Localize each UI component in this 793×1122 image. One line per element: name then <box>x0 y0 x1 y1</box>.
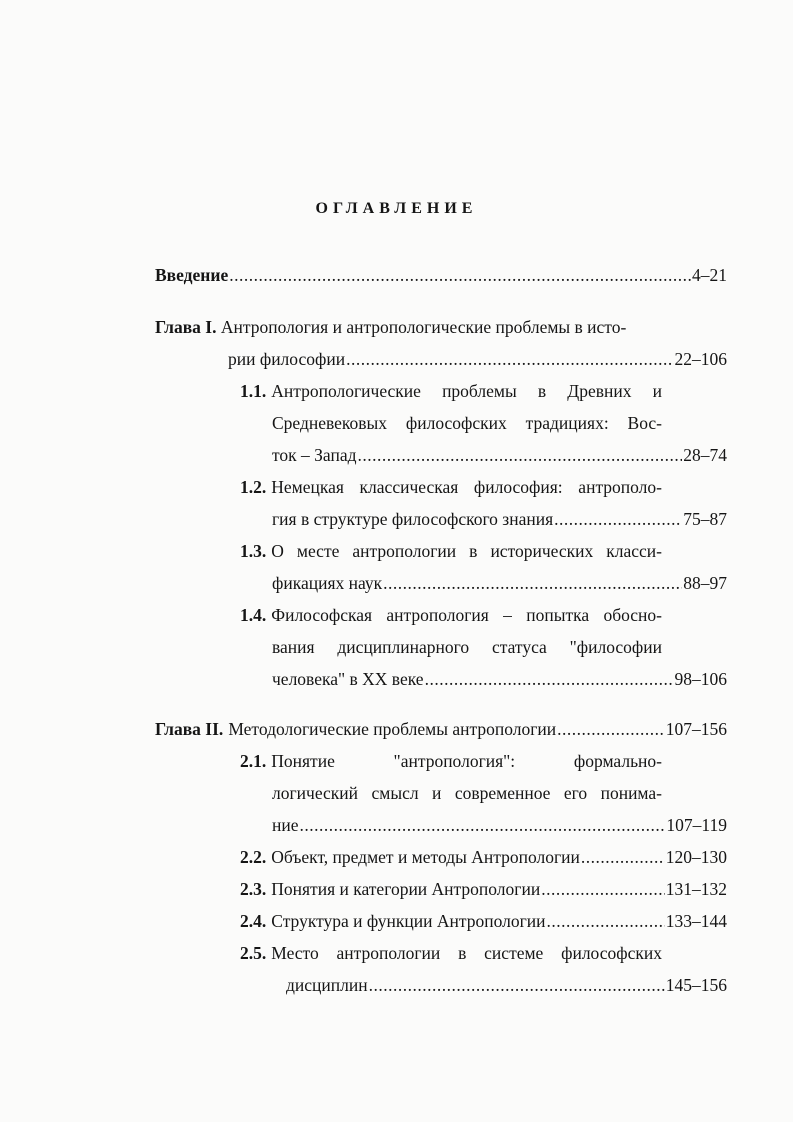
section-1-2-pages: 75–87 <box>683 509 727 529</box>
section-1-4-row3 <box>272 667 727 691</box>
section-1-2-line1: Немецкая классическая философия: антрополо- <box>271 477 662 497</box>
section-1-1-line2: Средневековых философских традициях: Вос- <box>272 413 662 433</box>
section-2-3-line1: Понятия и категории Антропологии <box>271 879 541 899</box>
dot-leader <box>547 909 665 933</box>
chapter2-pages: 107–156 <box>665 719 727 739</box>
section-1-3-row1 <box>240 539 662 563</box>
section-2-4-row <box>240 909 727 933</box>
section-number: 1.2. <box>240 477 267 497</box>
section-1-2-row1 <box>240 475 662 499</box>
section-2-5-line1: Место антропологии в системе философских <box>271 943 662 963</box>
page-title: ОГЛАВЛЕНИЕ <box>315 200 478 217</box>
chapter1-heading <box>155 315 662 339</box>
section-2-2-row <box>240 845 727 869</box>
section-2-1-line2: логический смысл и современное его понима- <box>272 783 662 803</box>
section-1-4-line1: Философская антропология – попытка обосно- <box>271 605 662 625</box>
section-1-2-line2: гия в структуре философского знания <box>272 509 554 529</box>
section-2-1-line1: Понятие "антропология": формально- <box>271 751 662 771</box>
section-number: 1.1. <box>240 381 267 401</box>
section-2-2-pages: 120–130 <box>665 847 727 867</box>
section-1-1-row1 <box>240 379 662 403</box>
chapter1-title-row2 <box>228 347 727 371</box>
dot-leader <box>229 263 691 287</box>
section-1-3-line1: О месте антропологии в исторических класси- <box>271 541 662 561</box>
section-number: 2.2. <box>240 847 267 867</box>
section-1-1-line1: Антропологические проблемы в Древних и <box>271 381 662 401</box>
section-2-5-line2: дисциплин <box>286 975 368 995</box>
section-2-4-line1: Структура и функции Антропологии <box>271 911 546 931</box>
section-number: 1.3. <box>240 541 267 561</box>
dot-leader <box>300 813 666 837</box>
intro-pages: 4–21 <box>692 265 727 285</box>
section-2-3-pages: 131–132 <box>665 879 727 899</box>
section-2-5-row2 <box>286 973 727 997</box>
dot-leader <box>369 973 665 997</box>
dot-leader <box>581 845 665 869</box>
dot-leader <box>541 877 665 901</box>
section-2-4-pages: 133–144 <box>665 911 727 931</box>
section-number: 2.3. <box>240 879 267 899</box>
toc-entry-intro <box>155 263 727 287</box>
section-2-5-row1 <box>240 941 662 965</box>
chapter2-title: Методологические проблемы антропологии <box>228 719 557 739</box>
section-number: 1.4. <box>240 605 267 625</box>
section-1-3-row2 <box>272 571 727 595</box>
section-2-1-row1 <box>240 749 662 773</box>
section-1-4-row1 <box>240 603 662 627</box>
section-number: 2.5. <box>240 943 267 963</box>
section-1-3-pages: 88–97 <box>683 573 727 593</box>
intro-label: Введение <box>155 265 229 285</box>
dot-leader <box>557 717 665 741</box>
section-1-2-row2 <box>272 507 727 531</box>
chapter2-label: Глава II. <box>155 719 224 739</box>
section-2-1-row3 <box>272 813 727 837</box>
dot-leader <box>425 667 674 691</box>
section-1-3-line2: фикациях наук <box>272 573 383 593</box>
dot-leader <box>554 507 682 531</box>
section-1-1-row3 <box>272 443 727 467</box>
dot-leader <box>358 443 683 467</box>
section-2-1-line3: ние <box>272 815 299 835</box>
section-1-4-pages: 98–106 <box>674 669 727 689</box>
dot-leader <box>346 347 673 371</box>
section-2-1-pages: 107–119 <box>666 815 727 835</box>
section-number: 2.4. <box>240 911 267 931</box>
section-1-1-line3: ток – Запад <box>272 445 357 465</box>
chapter1-label: Глава I. <box>155 317 217 337</box>
chapter1-title-line2: рии философии <box>228 349 346 369</box>
chapter1-title-line1: Антропология и антропологические проблемы в исто- <box>220 317 627 337</box>
section-2-2-line1: Объект, предмет и методы Антропологии <box>271 847 580 867</box>
chapter1-pages: 22–106 <box>674 349 727 369</box>
section-number: 2.1. <box>240 751 267 771</box>
section-2-3-row <box>240 877 727 901</box>
chapter2-heading <box>155 717 727 741</box>
section-2-5-pages: 145–156 <box>665 975 727 995</box>
section-1-4-line3: человека" в XX веке <box>272 669 424 689</box>
section-1-4-line2: вания дисциплинарного статуса "философии <box>272 637 662 657</box>
dot-leader <box>383 571 682 595</box>
section-1-1-pages: 28–74 <box>683 445 727 465</box>
